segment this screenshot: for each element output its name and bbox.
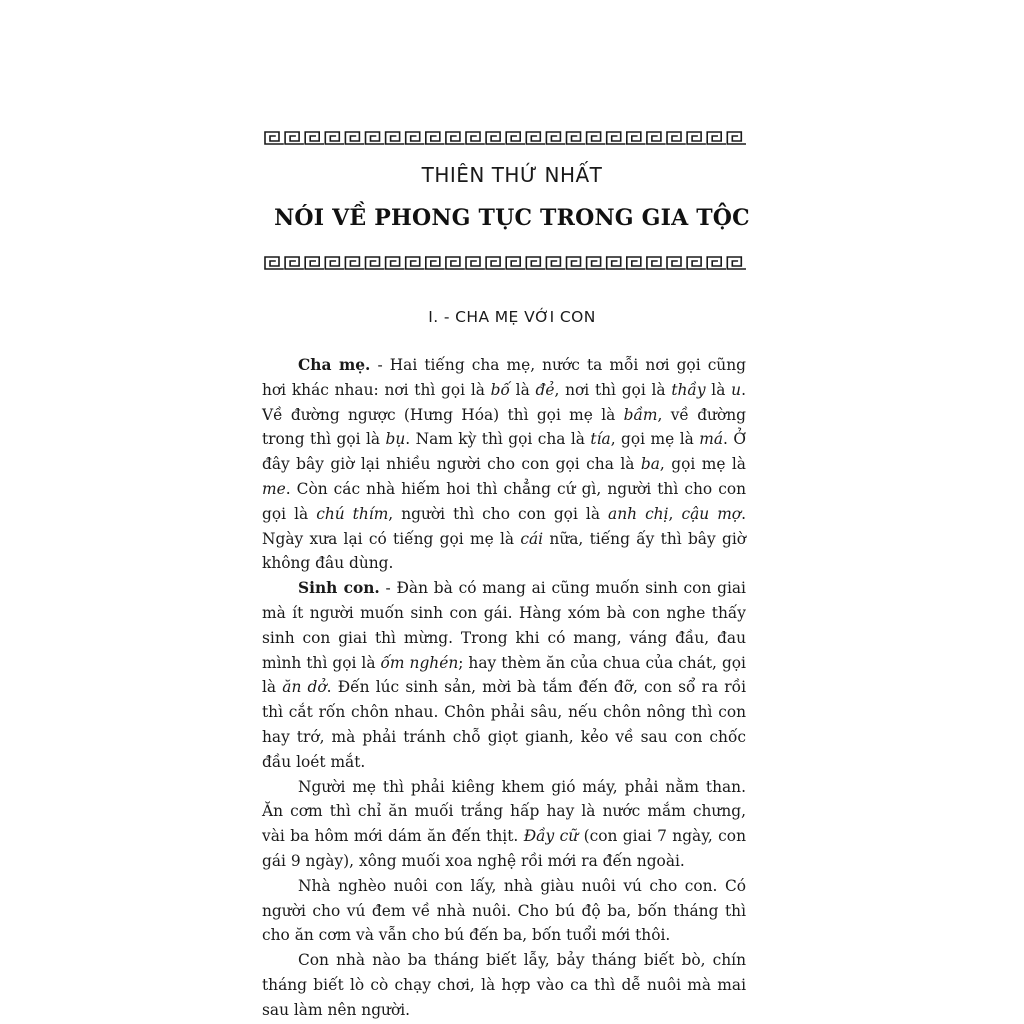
meander-unit [727,257,745,269]
meander-unit [325,257,343,269]
italic-term: bầm [623,405,658,424]
italic-term: tía [590,430,611,449]
meander-unit [627,257,645,269]
text-run: . Nam kỳ thì gọi cha là [405,430,591,449]
italic-term: ba [640,455,660,474]
text-run: là [705,380,732,399]
text-run: Nhà nghèo nuôi con lấy, nhà giàu nuôi vú cho con. Có người cho vú đem về nhà nuôi. Cho bú độ ba, bốn tháng thì cho ăn cơm và vẫn cho bú đến ba, bốn tuổi mới thôi. [262,876,746,945]
meander-unit [707,257,725,269]
meander-unit [426,132,444,144]
paragraph [262,874,746,948]
chapter-title: NÓI VỀ PHONG TỤC TRONG GIA TỘC [274,205,750,231]
text-run: nữa, tiếng ấy thì bây giờ không đâu dùng. [262,529,747,573]
italic-term: cái [520,529,544,548]
meander-unit [707,132,725,144]
meander-unit [285,257,303,269]
text-run: . Ở đây bây giờ lại nhiều người cho con gọi cha là [262,430,746,474]
meander-unit [667,257,685,269]
italic-term: u [731,380,742,399]
paragraph [262,353,746,576]
text-run: , về đường trong thì gọi là [262,405,746,449]
meander-unit [546,257,564,269]
meander-unit [486,257,504,269]
italic-term: ốm nghén [380,653,459,672]
italic-term: anh chị [608,504,669,523]
italic-term: bố [490,380,510,399]
meander-unit [587,257,605,269]
meander-unit [386,132,404,144]
text-run: Người mẹ thì phải kiêng khem gió máy, phải nằm than. Ăn cơm thì chỉ ăn muối trắng hấp hay là nước mắm chưng, vài ba hôm mới dám ăn đến thịt. [262,777,746,846]
meander-unit [546,132,564,144]
meander-unit [567,257,585,269]
meander-unit [366,257,384,269]
text-run: . Về đường ngược (Hưng Hóa) thì gọi mẹ là [262,380,746,424]
text-run: là [509,380,536,399]
text-run: ; hay thèm ăn của chua của chát, gọi là [262,653,746,697]
section-title: I. - CHA MẸ VỚI CON [428,308,596,326]
meander-unit [466,257,484,269]
term-heading: Sinh con. [298,579,380,598]
meander-unit [607,257,625,269]
italic-term: bụ [385,430,406,449]
meander-unit [506,132,524,144]
meander-unit [466,132,484,144]
text-run: . Đến lúc sinh sản, mời bà tắm đến đỡ, con sổ ra rồi thì cắt rốn chôn nhau. Chôn phải sâu, nếu chôn nông thì con hay trớ, mà phải tránh chỗ giọt gianh, kẻo về sau con chốc đầu loét mắt. [262,678,746,771]
text-run: . Còn các nhà hiếm hoi thì chẳng cứ gì, người thì cho con gọi là [262,479,746,523]
meander-unit [607,132,625,144]
meander-unit [305,257,323,269]
italic-term: Đầy cữ [523,827,579,846]
italic-term: má [699,430,724,449]
italic-term: thầy [671,380,706,399]
meander-unit [567,132,585,144]
italic-term: chú thím [316,504,389,523]
part-title: THIÊN THỨ NHẤT [421,163,603,187]
text-run: , gọi mẹ là [659,455,746,474]
meander-unit [325,132,343,144]
greek-key-border-bottom [262,254,746,272]
meander-unit [366,132,384,144]
meander-unit [727,132,745,144]
text-run: - Đàn bà có mang ai cũng muốn sinh con giai mà ít người muốn sinh con gái. Hàng xóm bà con nghe thấy sinh con giai thì mừng. Trong khi có mang, váng đầu, đau mình thì gọi là [262,579,746,672]
text-run: . Ngày xưa lại có tiếng gọi mẹ là [262,504,746,548]
meander-unit [526,132,544,144]
meander-unit [687,132,705,144]
meander-unit [506,257,524,269]
meander-unit [687,257,705,269]
meander-unit [647,132,665,144]
meander-unit [265,257,283,269]
meander-unit [667,132,685,144]
italic-term: cậu mợ [681,504,742,523]
meander-unit [446,132,464,144]
paragraph [262,775,746,874]
meander-unit [386,257,404,269]
meander-unit [345,132,363,144]
italic-term: ăn dở [282,678,327,697]
paragraph [262,948,746,1022]
greek-key-border-top [262,129,746,147]
meander-unit [446,257,464,269]
italic-term: me [262,479,286,498]
meander-unit [285,132,303,144]
meander-unit [265,132,283,144]
meander-unit [406,257,424,269]
meander-unit [486,132,504,144]
meander-unit [406,132,424,144]
text-run: - Hai tiếng cha mẹ, nước ta mỗi nơi gọi cũng hơi khác nhau: nơi thì gọi là [262,356,746,399]
text-run: , gọi mẹ là [610,430,700,449]
meander-unit [526,257,544,269]
text-run: (con giai 7 ngày, con gái 9 ngày), xông muối xoa nghệ rồi mới ra đến ngoài. [262,827,746,870]
meander-unit [345,257,363,269]
meander-unit [627,132,645,144]
meander-unit [305,132,323,144]
text-run: , [668,504,682,523]
paragraph [262,576,746,774]
term-heading: Cha mẹ. [298,356,371,374]
meander-unit [426,257,444,269]
text-run: , nơi thì gọi là [554,380,672,399]
text-run: Con nhà nào ba tháng biết lẫy, bảy tháng biết bò, chín tháng biết lò cò chạy chơi, là hợp vào ca thì dễ nuôi mà mai sau làm nên người. [262,951,746,1019]
meander-unit [587,132,605,144]
body-text [262,353,746,1023]
text-run: , người thì cho con gọi là [388,504,609,523]
italic-term: đẻ [535,380,555,399]
meander-unit [647,257,665,269]
